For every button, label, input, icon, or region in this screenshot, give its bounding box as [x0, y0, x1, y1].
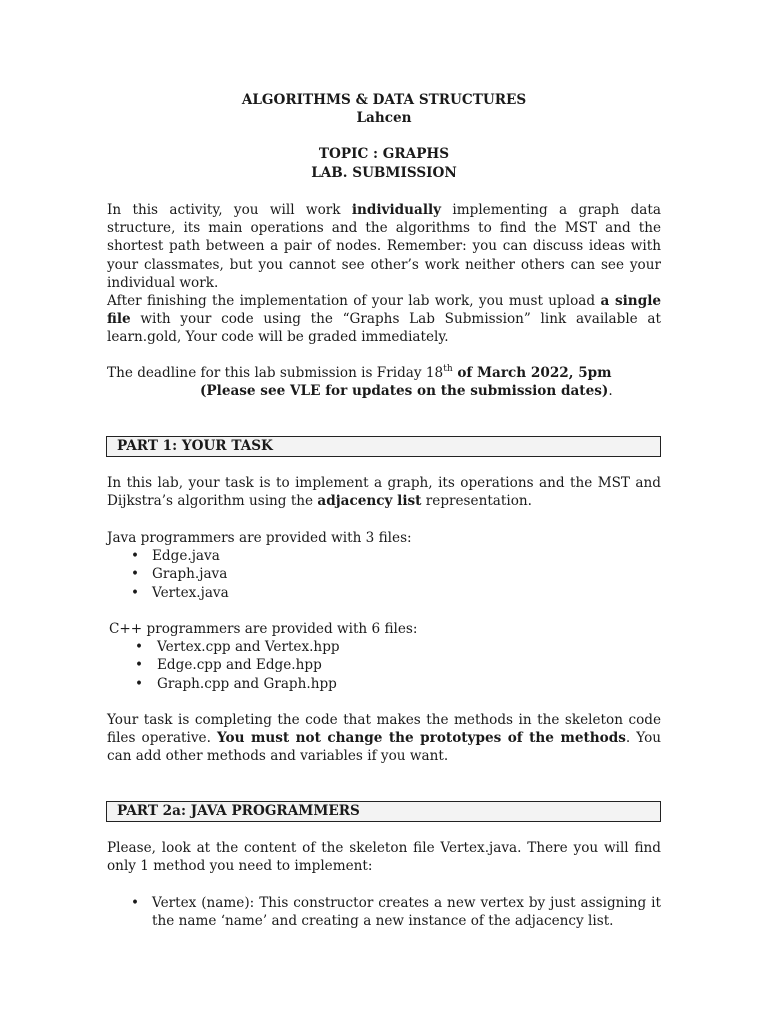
list-item: • Edge.java — [107, 547, 661, 565]
cpp-files-section — [109, 620, 663, 693]
deadline-note: (Please see VLE for updates on the submission dates). — [200, 383, 613, 400]
list-item: • Graph.cpp and Graph.hpp — [109, 675, 663, 693]
part1-paragraph: In this lab, your task is to implement a graph, its operations and the MST and Dijkstra’s algorithm using the adjacency list representation. — [107, 475, 661, 510]
cpp-file-list — [109, 638, 663, 693]
part1-header: PART 1: YOUR TASK — [106, 436, 661, 457]
deadline-line: The deadline for this lab submission is Friday 18th of March 2022, 5pm — [107, 364, 612, 381]
submission-title: LAB. SUBMISSION — [311, 164, 457, 181]
course-title: ALGORITHMS & DATA STRUCTURES — [241, 92, 527, 108]
list-item: • Graph.java — [107, 565, 661, 583]
topic-title: TOPIC : GRAPHS — [318, 146, 450, 163]
author-name: Lahcen — [356, 110, 412, 127]
list-item: • Vertex.cpp and Vertex.hpp — [109, 638, 663, 656]
list-item: • Edge.cpp and Edge.hpp — [109, 656, 663, 674]
part2a-paragraph: Please, look at the content of the skeleton file Vertex.java. There you will find only 1 method you need to implement: — [107, 840, 661, 875]
java-files-intro: Java programmers are provided with 3 files: — [107, 530, 412, 546]
java-file-list — [107, 547, 661, 602]
java-files-section — [107, 529, 661, 602]
cpp-files-intro: C++ programmers are provided with 6 files: — [109, 621, 418, 637]
upload-paragraph: After finishing the implementation of your lab work, you must upload a single file with your code using the “Graphs Lab Submission” link available at learn.gold, Your code will be graded immediately. — [107, 293, 662, 346]
title-block — [107, 91, 661, 182]
part2a-header: PART 2a: JAVA PROGRAMMERS — [106, 801, 661, 822]
deadline-paragraph — [107, 364, 661, 400]
list-item: • Vertex (name): This constructor creates a new vertex by just assigning it the name ‘name’ and creating a new instance of the adjacency list. — [107, 894, 661, 930]
task-paragraph: Your task is completing the code that makes the methods in the skeleton code files operative. You must not change the prototypes of the methods. You can add other methods and variables if you want. — [107, 712, 662, 765]
list-item: • Vertex.java — [107, 584, 661, 602]
intro-paragraph: In this activity, you will work individually implementing a graph data structure, its main operations and the algorithms to find the MST and the shortest path between a pair of nodes. Remember: you can discuss ideas with your classmates, but you cannot see other’s work neither others can see your individual work. — [107, 202, 661, 291]
vertex-method-section — [107, 894, 661, 930]
